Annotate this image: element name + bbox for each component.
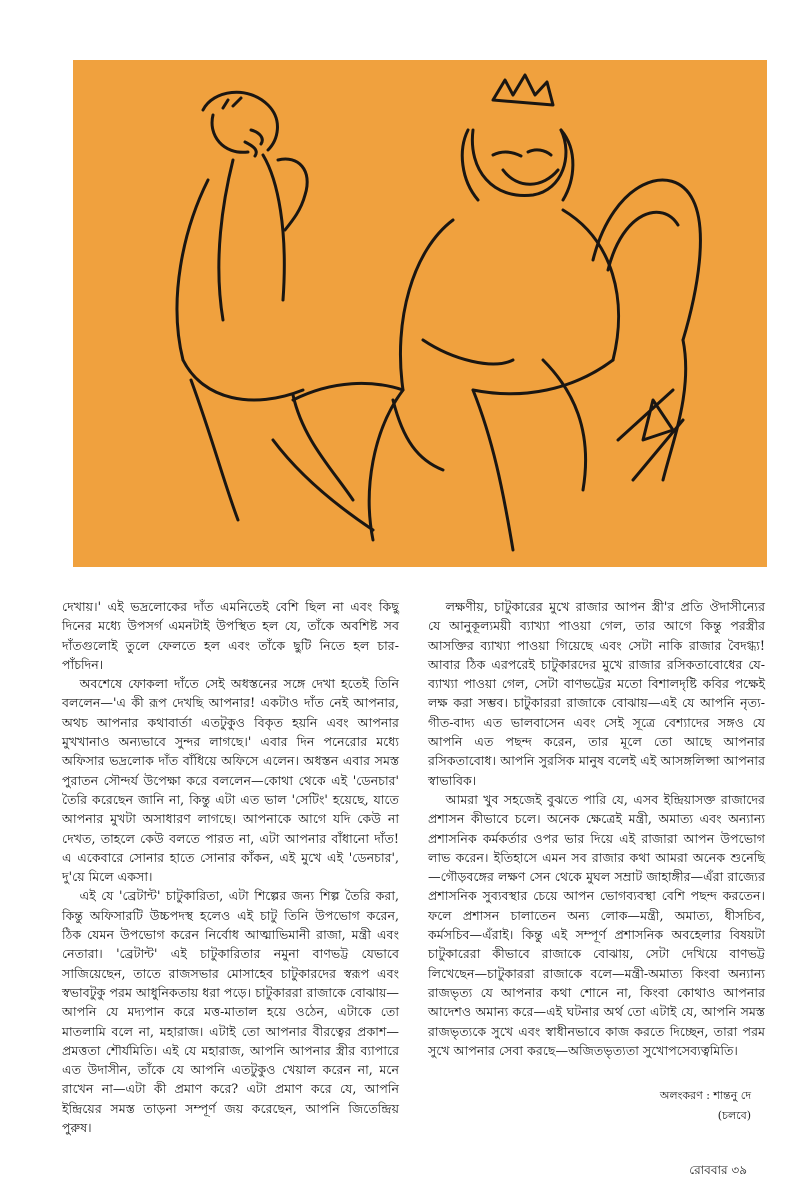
to-be-continued: (চলবে) <box>717 1109 751 1122</box>
paragraph: দেখায়।' এই ভদ্রলোকের দাঁত এমনিতেই বেশি ছিল না এবং কিছু দিনের মধ্যে উপসর্গ এমনটাই উপস্থিত হল যে, তাঁকে অবশিষ্ট সব দাঁতগুলোই তুলে ফেলতে হল এবং তাঁকে ছুটি নিতে হল চার-পাঁচদিন। <box>62 599 399 672</box>
illustrator-credit: অলংকরণ : শান্তনু দে <box>659 1089 751 1102</box>
article-right-column <box>428 597 765 1060</box>
article-left-column <box>62 597 399 1137</box>
king-and-courtier-illustration-icon <box>73 60 767 567</box>
paragraph: অবশেষে ফোকলা দাঁতে সেই অধস্তনের সঙ্গে দেখা হতেই তিনি বললেন—'এ কী রূপ দেখছি আপনার! একটাও দাঁত নেই আপনার, অথচ আপনার কথাবার্তা এতটুকুও বিকৃত হয়নি এবং আপনার মুখখানাও অন্যভাবে সুন্দর লাগছে।' এবার দিন পনেরোর মধ্যে অফিসার ভদ্রলোক দাঁত বাঁধিয়ে অফিসে এলেন। অধস্তন এবার সমস্ত পুরাতন সৌন্দর্য উপেক্ষা করে বললেন—কোথা থেকে এই 'ডেনচার' তৈরি করেছেন জানি না, কিন্তু এটা এত ভাল 'সেটিং' হয়েছে, যাতে আপনার মুখটা অসাধারণ লাগছে। আপনাকে আগে যদি কেউ না দেখত, তাহলে কেউ বলতে পারত না, এটা আপনার বাঁধানো দাঁত! এ একেবারে সোনার হাতে সোনার কাঁকন, এই মুখে এই 'ডেনচার', দু'য়ে মিলে একসা। <box>62 676 399 885</box>
paragraph: লক্ষণীয়, চাটুকারের মুখে রাজার আপন স্ত্রী'র প্রতি ঔদাসীন্যের যে আনুকূল্যময়ী ব্যাখ্যা পাওয়া গেল, তার আগে কিন্তু পরস্ত্রীর আসক্তির ব্যাখ্যা পাওয়া গিয়েছে এবং সেটা নাকি রাজার বৈদগ্ধ্য! আবার ঠিক এরপরেই চাটুকারদের মুখে রাজার রসিকতাবোধের যে-ব্যাখ্যা পাওয়া গেল, সেটা বাণভট্টের মতো বিশালদৃষ্টি কবির পক্ষেই লক্ষ করা সম্ভব। চাটুকাররা রাজাকে বোঝায়—এই যে আপনি নৃত্য-গীত-বাদ্য এত ভালবাসেন এবং সেই সূত্রে বেশ্যাদের সঙ্গও যে আপনি এত পছন্দ করেন, তার মূলে তো আছে আপনার রসিকতাবোধ। আপনি সুরসিক মানুষ বলেই এই আসঙ্গলিপ্সা আপনার স্বাভাবিক। <box>428 599 765 788</box>
illustration-credit <box>660 1086 751 1126</box>
paragraph: আমরা খুব সহজেই বুঝতে পারি যে, এসব ইন্দ্রিয়াসক্ত রাজাদের প্রশাসন কীভাবে চলে। অনেক ক্ষেত্রেই মন্ত্রী, অমাত্য এবং অন্যান্য প্রশাসনিক কর্মকর্তার ওপর ভার দিয়ে এই রাজারা আপন উপভোগ লাভ করেন। ইতিহাসে এমন সব রাজার কথা আমরা অনেক শুনেছি—গৌড়বঙ্গের লক্ষণ সেন থেকে মুঘল সম্রাট জাহাঙ্গীর—এঁরা রাজ্যের প্রশাসনিক সুব্যবস্থার চেয়ে আপন ভোগব্যবস্থা বেশি পছন্দ করতেন। ফলে প্রশাসন চালাতেন অন্য লোক—মন্ত্রী, অমাত্য, ধীসচিব, কর্মসচিব—এঁরাই। কিন্তু এই সম্পূর্ণ প্রশাসনিক অবহেলার বিষয়টা চাটুকারেরা কীভাবে রাজাকে বোঝায়, সেটা দেখিয়ে বাণভট্ট লিখেছেন—চাটুকাররা রাজাকে বলে—মন্ত্রী-অমাত্য কিংবা অন্যান্য রাজভৃত্য যে আপনার কথা শোনে না, কিংবা কোথাও আপনার আদেশও অমান্য করে—এই ঘটনার অর্থ তো এটাই যে, আপনি সমস্ত রাজভৃত্যকে সুখে এবং স্বাধীনভাবে কাজ করতে দিচ্ছেন, তারা পরম সুখে আপনার সেবা করছে—অজিতভৃত্যতা সুখোপসেব্যত্বমিতি। <box>428 791 765 1058</box>
paragraph: এই যে 'ব্রেটান্ট' চাটুকারিতা, এটা শিল্পের জন্য শিল্প তৈরি করা, কিন্তু অফিসারটি উচ্চপদস্থ হলেও এই চাটু তিনি উপভোগ করেন, ঠিক যেমন উপভোগ করেন নির্বোধ আত্মাভিমানী রাজা, মন্ত্রী এবং নেতারা। 'ব্রেটান্ট' এই চাটুকারিতার নমুনা বাণভট্ট যেভাবে সাজিয়েছেন, তাতে রাজসভার মোসাহেব চাটুকারদের স্বরূপ এবং স্বভাবটুকু পরম আধুনিকতায় ধরা পড়ে। চাটুকাররা রাজাকে বোঝায়—আপনি যে মদ্যপান করে মত্ত-মাতাল হয়ে ওঠেন, এটাকে তো মাতলামি বলে না, মহারাজ। এটাই তো আপনার বীরত্বের প্রকাশ—প্রমত্ততা শৌর্যমিতি। এই যে মহারাজ, আপনি আপনার স্ত্রীর ব্যাপারে এত উদাসীন, তাঁকে যে আপনি এতটুকুও খেয়াল করেন না, মনে রাখেন না—এটা কী প্রমাণ করে? এটা প্রমাণ করে যে, আপনি ইন্দ্রিয়ের সমস্ত তাড়না সম্পূর্ণ জয় করেছেন, আপনি জিতেন্দ্রিয় পুরুষ। <box>62 888 399 1136</box>
page-folio: রোববার ৩৯ <box>689 1163 747 1177</box>
king-and-courtier-illustration <box>73 60 767 567</box>
